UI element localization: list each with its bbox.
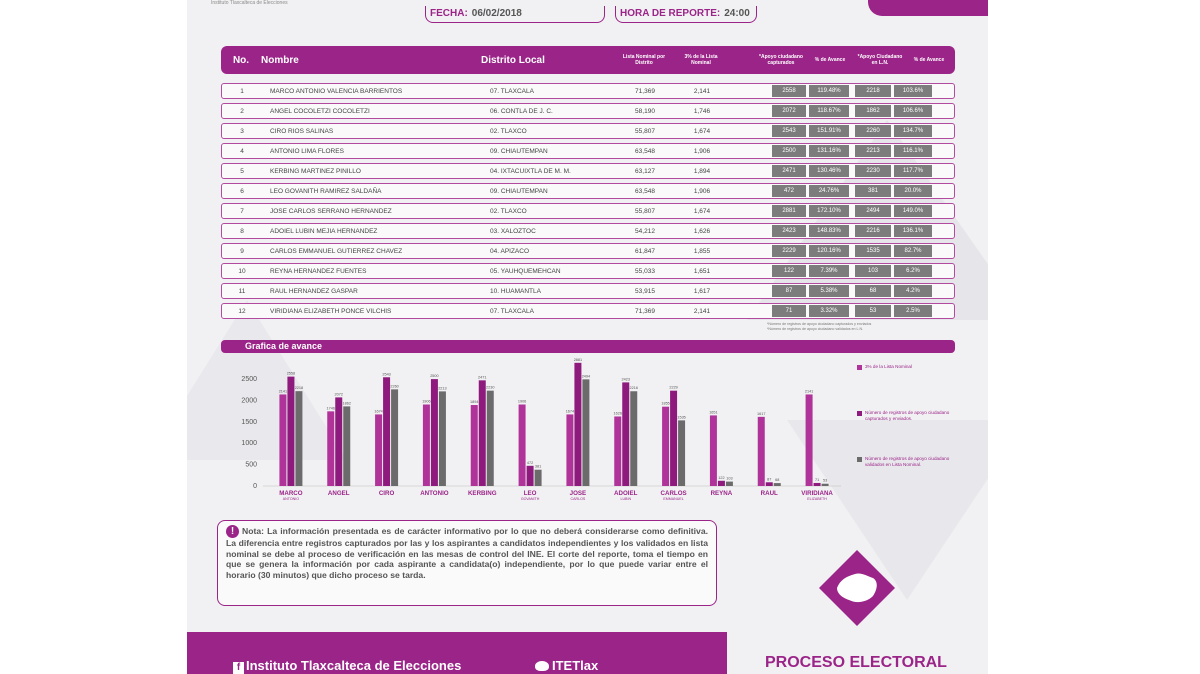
facebook-label: Instituto Tlaxcalteca de Elecciones [246,658,462,673]
column-header: % de Avance [814,57,846,63]
legend-swatch [857,365,862,370]
cell-nombre: ANTONIO LIMA FLORES [270,147,344,155]
legend-item [857,364,957,404]
bar-capturados [479,380,486,486]
bar-validados [678,420,685,486]
category-label: CARLOS [660,490,687,497]
report-page [187,0,988,674]
cell-distrito: 05. YAUHQUEMEHCAN [490,267,561,275]
bar-validados [822,484,829,486]
table-footnotes [767,322,967,332]
bar-value-label: 1855 [661,401,670,406]
hora-label: HORA DE REPORTE: [620,8,721,19]
legend-item [857,410,957,450]
bar-value-label: 103 [726,476,733,481]
table-row [221,183,955,199]
chart-legend [857,364,957,502]
proceso-electoral-label: PROCESO ELECTORAL [765,654,947,671]
category-sublabel: ANTONIO [282,497,300,501]
cell-ln: 381 [855,185,891,197]
cell-capt: 71 [772,305,806,317]
cell-nombre: CIRO RIOS SALINAS [270,127,334,135]
legend-label: 3% de la Lista Nominal [865,364,912,369]
cell-tres: 1,746 [693,107,711,115]
bar-value-label: 1651 [709,410,718,415]
facebook-icon: f [233,662,244,674]
chart-title: Grafica de avance [245,341,323,351]
bar-validados [343,406,350,486]
cell-av1: 120.16% [809,245,849,257]
table-row [221,203,955,219]
bar-capturados [287,377,294,486]
category-label: LEO [523,490,537,497]
cell-ln: 2230 [855,165,891,177]
cell-distrito: 03. XALOZTOC [490,227,536,235]
cell-ln: 2260 [855,125,891,137]
cell-av1: 130.46% [809,165,849,177]
cell-lista: 54,212 [635,227,655,235]
column-header: *Apoyo Ciudadano en L.N. [857,54,903,66]
table-row [221,83,955,99]
bar-validados [535,470,542,486]
bar-validados [391,389,398,486]
cell-av1: 5.38% [809,285,849,297]
bar-value-label: 1674 [565,409,575,414]
cell-tres: 1,626 [693,227,711,235]
column-header: Nombre [261,54,299,66]
cell-av2: 103.6% [894,85,932,97]
cell-distrito: 07. TLAXCALA [490,307,534,315]
table-row [221,123,955,139]
column-header: *Apoyo ciudadano capturados [759,54,803,66]
bar-tres-pct [279,394,286,486]
fecha-label: FECHA: [430,8,468,19]
table-row [221,223,955,239]
cell-no: 3 [240,127,244,135]
bar-value-label: 1746 [326,406,335,411]
cell-ln: 53 [855,305,891,317]
bar-capturados [431,379,438,486]
y-tick-label: 2000 [241,397,257,405]
y-tick-label: 2500 [241,376,257,384]
bar-value-label: 1862 [342,401,351,406]
cell-nombre: ANGEL COCOLETZI COCOLETZI [270,107,370,115]
bar-value-label: 1674 [374,409,383,414]
cell-lista: 55,807 [635,127,655,135]
bar-value-label: 68 [775,478,780,483]
cell-nombre: LEO GOVANITH RAMIREZ SALDAÑA [270,187,382,195]
cell-ln: 1535 [855,245,891,257]
category-label: ANGEL [327,490,350,497]
cell-capt: 2500 [772,145,806,157]
bar-value-label: 122 [718,475,725,480]
cell-av1: 148.83% [809,225,849,237]
category-label: VIRIDIANA [801,490,833,497]
bar-value-label: 2423 [621,377,630,382]
bar-capturados [766,482,773,486]
bar-chart [221,354,955,514]
exclamation-icon: ! [226,525,239,538]
cell-no: 12 [238,307,246,315]
cell-nombre: KERBING MARTINEZ PINILLO [270,167,361,175]
hora-value: 24:00 [724,8,750,19]
bar-tres-pct [327,411,334,486]
bar-value-label: 1535 [677,415,686,420]
bar-value-label: 2141 [278,389,288,394]
column-header: Distrito Local [481,54,545,66]
cell-av1: 118.67% [809,105,849,117]
bar-value-label: 71 [814,477,820,482]
twitter-link[interactable] [535,658,598,673]
cell-nombre: ADOIEL LUBIN MEJIA HERNANDEZ [270,227,378,235]
bar-tres-pct [662,407,669,486]
twitter-label: ITETlax [552,658,599,673]
fecha-value: 06/02/2018 [471,8,522,19]
cell-ln: 1862 [855,105,891,117]
cell-nombre: REYNA HERNANDEZ FUENTES [270,267,367,275]
cell-capt: 2072 [772,105,806,117]
table-row [221,303,955,319]
bar-capturados [527,466,534,486]
bar-value-label: 87 [767,477,772,482]
category-sublabel: CARLOS [570,497,586,501]
cell-distrito: 02. TLAXCO [490,127,527,135]
cell-distrito: 04. APIZACO [490,247,530,255]
bar-value-label: 1906 [517,399,527,404]
cell-av1: 131.16% [809,145,849,157]
y-tick-label: 1000 [241,440,257,448]
bar-value-label: 1906 [422,399,431,404]
bar-value-label: 2260 [390,384,399,389]
cell-av1: 3.32% [809,305,849,317]
cell-nombre: VIRIDIANA ELIZABETH PONCE VILCHIS [270,307,392,315]
cell-capt: 2229 [772,245,806,257]
category-sublabel: LUBIN [620,497,632,501]
bar-value-label: 2072 [334,392,343,397]
cell-tres: 2,141 [693,307,711,315]
bar-value-label: 2494 [581,374,591,379]
bar-value-label: 2230 [486,385,495,390]
cell-av2: 4.2% [894,285,932,297]
cell-av2: 117.7% [894,165,932,177]
category-sublabel: GOVANITH [520,497,540,501]
bar-validados [630,391,637,486]
cell-av2: 20.0% [894,185,932,197]
cell-tres: 1,674 [693,127,711,135]
fecha-box [425,6,605,23]
cell-distrito: 06. CONTLA DE J. C. [490,107,553,115]
bar-tres-pct [806,394,813,486]
table-row [221,243,955,259]
cell-capt: 87 [772,285,806,297]
bar-capturados [622,382,629,486]
bar-tres-pct [758,417,765,486]
bar-value-label: 2543 [382,372,391,377]
category-label: ADOIEL [614,490,638,497]
tlaxcala-logo [817,548,897,628]
cell-av2: 116.1% [894,145,932,157]
note-title: Nota: [242,525,264,536]
cell-av2: 82.7% [894,245,932,257]
bar-value-label: 472 [526,460,534,465]
cell-no: 8 [240,227,244,235]
bar-validados [774,483,781,486]
bar-tres-pct [471,405,478,486]
twitter-icon [535,661,549,671]
cell-no: 6 [240,187,244,195]
column-header: 3% de la Lista Nominal [684,54,718,66]
cell-lista: 55,807 [635,207,655,215]
cell-no: 9 [240,247,244,255]
cell-capt: 2471 [772,165,806,177]
category-label: JOSE [569,490,587,497]
cell-ln: 103 [855,265,891,277]
cell-distrito: 02. TLAXCO [490,207,527,215]
bar-tres-pct [519,405,526,486]
y-tick-label: 0 [253,483,257,490]
bar-tres-pct [566,414,573,486]
cell-lista: 55,033 [635,267,655,275]
bar-value-label: 2141 [804,389,814,394]
cell-tres: 1,906 [693,187,711,195]
column-header: Lista Nominal por Distrito [622,54,666,66]
hora-box [615,6,757,23]
cell-av2: 149.0% [894,205,932,217]
category-sublabel: ELIZABETH [807,497,827,501]
bar-validados [582,379,589,486]
footnote: *Número de registros de apoyo ciudadano capturados y enviados [767,322,872,326]
bar-validados [439,391,446,486]
table-row [221,263,955,279]
footnote: *Número de registros de apoyo ciudadano validados en L.N. [767,327,864,331]
cell-ln: 2216 [855,225,891,237]
column-header: % de Avance [913,57,945,63]
cell-lista: 63,548 [635,147,655,155]
bar-validados [487,391,494,486]
category-label: CIRO [378,490,395,497]
bar-capturados [383,377,390,486]
category-sublabel: EMMANUEL [663,497,684,501]
table-row [221,103,955,119]
cell-ln: 68 [855,285,891,297]
cell-distrito: 09. CHIAUTEMPAN [490,187,548,195]
cell-av2: 106.6% [894,105,932,117]
top-corner-tab [868,0,988,16]
cell-no: 4 [240,147,244,155]
bar-value-label: 381 [534,464,542,469]
cell-tres: 2,141 [693,87,711,95]
cell-av1: 172.10% [809,205,849,217]
table-row [221,163,955,179]
cell-tres: 1,674 [693,207,711,215]
legend-item [857,456,957,496]
cell-tres: 1,651 [693,267,711,275]
bar-capturados [335,397,342,486]
bar-tres-pct [423,405,430,486]
bar-tres-pct [710,415,717,486]
bar-value-label: 2216 [629,386,638,391]
table-row [221,283,955,299]
cell-av1: 7.39% [809,265,849,277]
cell-capt: 2558 [772,85,806,97]
cell-distrito: 10. HUAMANTLA [490,287,541,295]
cell-av2: 134.7% [894,125,932,137]
legend-swatch [857,457,862,462]
bar-value-label: 1894 [470,400,479,405]
bar-value-label: 1626 [613,411,622,416]
cell-ln: 2218 [855,85,891,97]
chart-title-bar [221,340,955,353]
cell-no: 10 [238,267,246,275]
legend-label: Número de registros de apoyo ciudadano validados en Lista Nominal. [865,456,950,467]
cell-nombre: RAUL HERNANDEZ GASPAR [270,287,358,295]
cell-lista: 58,190 [635,107,655,115]
bar-capturados [814,483,821,486]
legend-swatch [857,411,862,416]
cell-lista: 71,369 [635,307,655,315]
category-label: MARCO [279,490,303,497]
column-header: No. [232,54,250,66]
cell-no: 5 [240,167,244,175]
category-label: KERBING [467,490,497,497]
facebook-link[interactable] [233,658,461,674]
cell-capt: 2543 [772,125,806,137]
cell-lista: 53,915 [635,287,655,295]
category-label: RAUL [760,490,778,497]
cell-nombre: MARCO ANTONIO VALENCIA BARRIENTOS [270,87,403,95]
cell-av1: 119.48% [809,85,849,97]
bar-value-label: 2218 [294,386,304,391]
bar-validados [295,391,302,486]
bar-tres-pct [614,416,621,486]
cell-tres: 1,855 [693,247,711,255]
cell-no: 1 [240,87,244,95]
cell-av1: 24.76% [809,185,849,197]
cell-av2: 6.2% [894,265,932,277]
category-label: ANTONIO [420,490,449,497]
cell-tres: 1,617 [693,287,711,295]
cell-lista: 63,127 [635,167,655,175]
cell-capt: 122 [772,265,806,277]
cell-nombre: JOSE CARLOS SERRANO HERNANDEZ [270,207,392,215]
bar-value-label: 2881 [573,357,583,362]
bar-value-label: 2500 [430,374,439,379]
cell-distrito: 04. IXTACUIXTLA DE M. M. [490,167,571,175]
cell-capt: 2423 [772,225,806,237]
cell-av2: 2.5% [894,305,932,317]
cell-no: 2 [240,107,244,115]
table-row [221,143,955,159]
cell-ln: 2494 [855,205,891,217]
cell-no: 7 [240,207,244,215]
cell-distrito: 07. TLAXCALA [490,87,534,95]
cell-distrito: 09. CHIAUTEMPAN [490,147,548,155]
cell-capt: 2881 [772,205,806,217]
bar-value-label: 53 [822,478,828,483]
bar-validados [726,482,733,486]
bar-capturados [574,363,581,486]
cell-lista: 63,548 [635,187,655,195]
table-header [221,46,955,74]
note-box [217,520,717,606]
note-text: La información presentada es de carácter informativo por lo que no deberá considerarse como definitiva. La diferencia entre registros capturados por las y los aspirantes a candidatos independientes y los validados en lista nominal se debe al proceso de verificación en las mesas de control del INE. El corte del reporte, toma el tiempo en que se genera la información por cada aspirante a candidata(o) independiente, por lo que puede variar entre el horario (30 minutos) que dicho proceso se tarda. [226,525,708,580]
bar-value-label: 2558 [286,371,296,376]
bar-capturados [718,481,725,486]
cell-ln: 2213 [855,145,891,157]
footer-bar [187,632,727,674]
y-tick-label: 1500 [241,418,257,426]
category-label: REYNA [710,490,733,497]
bar-tres-pct [375,414,382,486]
bar-value-label: 2229 [669,385,678,390]
cell-tres: 1,894 [693,167,711,175]
cell-tres: 1,906 [693,147,711,155]
bar-value-label: 2471 [478,375,487,380]
y-tick-label: 500 [245,461,257,469]
bar-value-label: 2213 [438,386,447,391]
cell-av1: 151.91% [809,125,849,137]
bar-value-label: 1617 [757,411,766,416]
bar-capturados [670,391,677,486]
cell-av2: 136.1% [894,225,932,237]
legend-label: Número de registros de apoyo ciudadano capturados y enviados. [865,410,950,421]
cell-capt: 472 [772,185,806,197]
institute-header: Instituto Tlaxcalteca de Elecciones [211,0,288,6]
cell-lista: 61,847 [635,247,655,255]
cell-no: 11 [238,287,246,295]
cell-lista: 71,369 [635,87,655,95]
cell-nombre: CARLOS EMMANUEL GUTIERREZ CHAVEZ [270,247,403,255]
